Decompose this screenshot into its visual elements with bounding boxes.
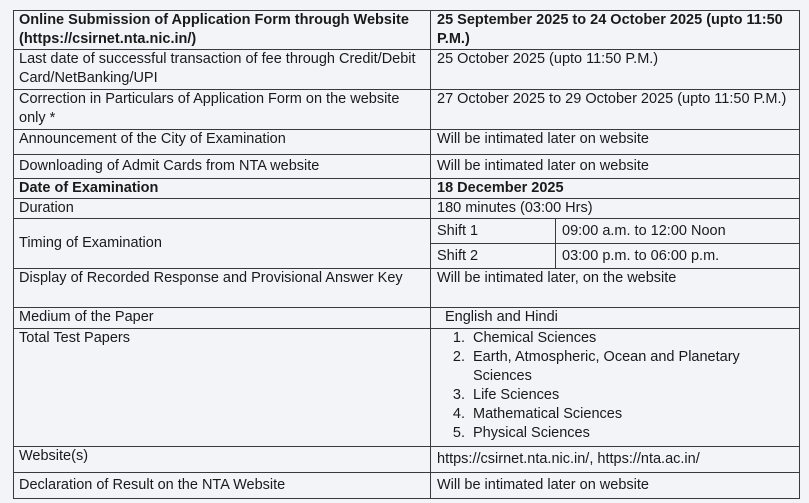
table-row <box>14 199 800 219</box>
schedule-table <box>13 10 800 499</box>
table-row <box>14 90 800 130</box>
row-value: Will be intimated later, on the website <box>431 269 800 308</box>
table-row <box>14 329 800 447</box>
row-value: English and Hindi <box>431 308 800 329</box>
row-label: Correction in Particulars of Application Form on the website only * <box>14 90 431 130</box>
row-value: 25 September 2025 to 24 October 2025 (upto 11:50 P.M.) <box>431 11 800 50</box>
shift-name: Shift 1 <box>431 219 556 244</box>
table-row <box>14 179 800 199</box>
table-row <box>14 130 800 155</box>
row-label: Downloading of Admit Cards from NTA website <box>14 155 431 179</box>
row-label: Duration <box>14 199 431 219</box>
table-row <box>14 269 800 308</box>
row-label: Last date of successful transaction of fee through Credit/Debit Card/NetBanking/UPI <box>14 50 431 90</box>
row-label: Total Test Papers <box>14 329 431 447</box>
table-row <box>14 50 800 90</box>
list-item: 3. Life Sciences <box>469 386 794 405</box>
shift-time: 09:00 a.m. to 12:00 Noon <box>556 219 800 244</box>
table-row <box>14 447 800 473</box>
table-row <box>14 11 800 50</box>
shift-time: 03:00 p.m. to 06:00 p.m. <box>556 244 800 269</box>
row-value: Will be intimated later on website <box>431 130 800 155</box>
row-label: Date of Examination <box>14 179 431 199</box>
row-label: Website(s) <box>14 447 431 473</box>
row-label: Display of Recorded Response and Provisional Answer Key <box>14 269 431 308</box>
row-value: https://csirnet.nta.nic.in/, https://nta.ac.in/ <box>431 447 800 473</box>
table-row <box>14 219 800 244</box>
row-value: 27 October 2025 to 29 October 2025 (upto 11:50 P.M.) <box>431 90 800 130</box>
row-label: Timing of Examination <box>14 219 431 269</box>
row-value: 25 October 2025 (upto 11:50 P.M.) <box>431 50 800 90</box>
row-label: Online Submission of Application Form through Website (https://csirnet.nta.nic.in/) <box>14 11 431 50</box>
row-label: Medium of the Paper <box>14 308 431 329</box>
row-value: Will be intimated later on website <box>431 473 800 499</box>
row-value: 18 December 2025 <box>431 179 800 199</box>
row-label: Declaration of Result on the NTA Website <box>14 473 431 499</box>
row-value <box>431 329 800 447</box>
row-label: Announcement of the City of Examination <box>14 130 431 155</box>
papers-list <box>437 329 794 443</box>
table-row <box>14 155 800 179</box>
shift-name: Shift 2 <box>431 244 556 269</box>
list-item: 5. Physical Sciences <box>469 424 794 443</box>
row-value: Will be intimated later on website <box>431 155 800 179</box>
list-item: 4. Mathematical Sciences <box>469 405 794 424</box>
list-item: 1. Chemical Sciences <box>469 329 794 348</box>
table-row <box>14 308 800 329</box>
row-value: 180 minutes (03:00 Hrs) <box>431 199 800 219</box>
table-row <box>14 473 800 499</box>
list-item: 2. Earth, Atmospheric, Ocean and Planetary Sciences <box>469 348 794 386</box>
